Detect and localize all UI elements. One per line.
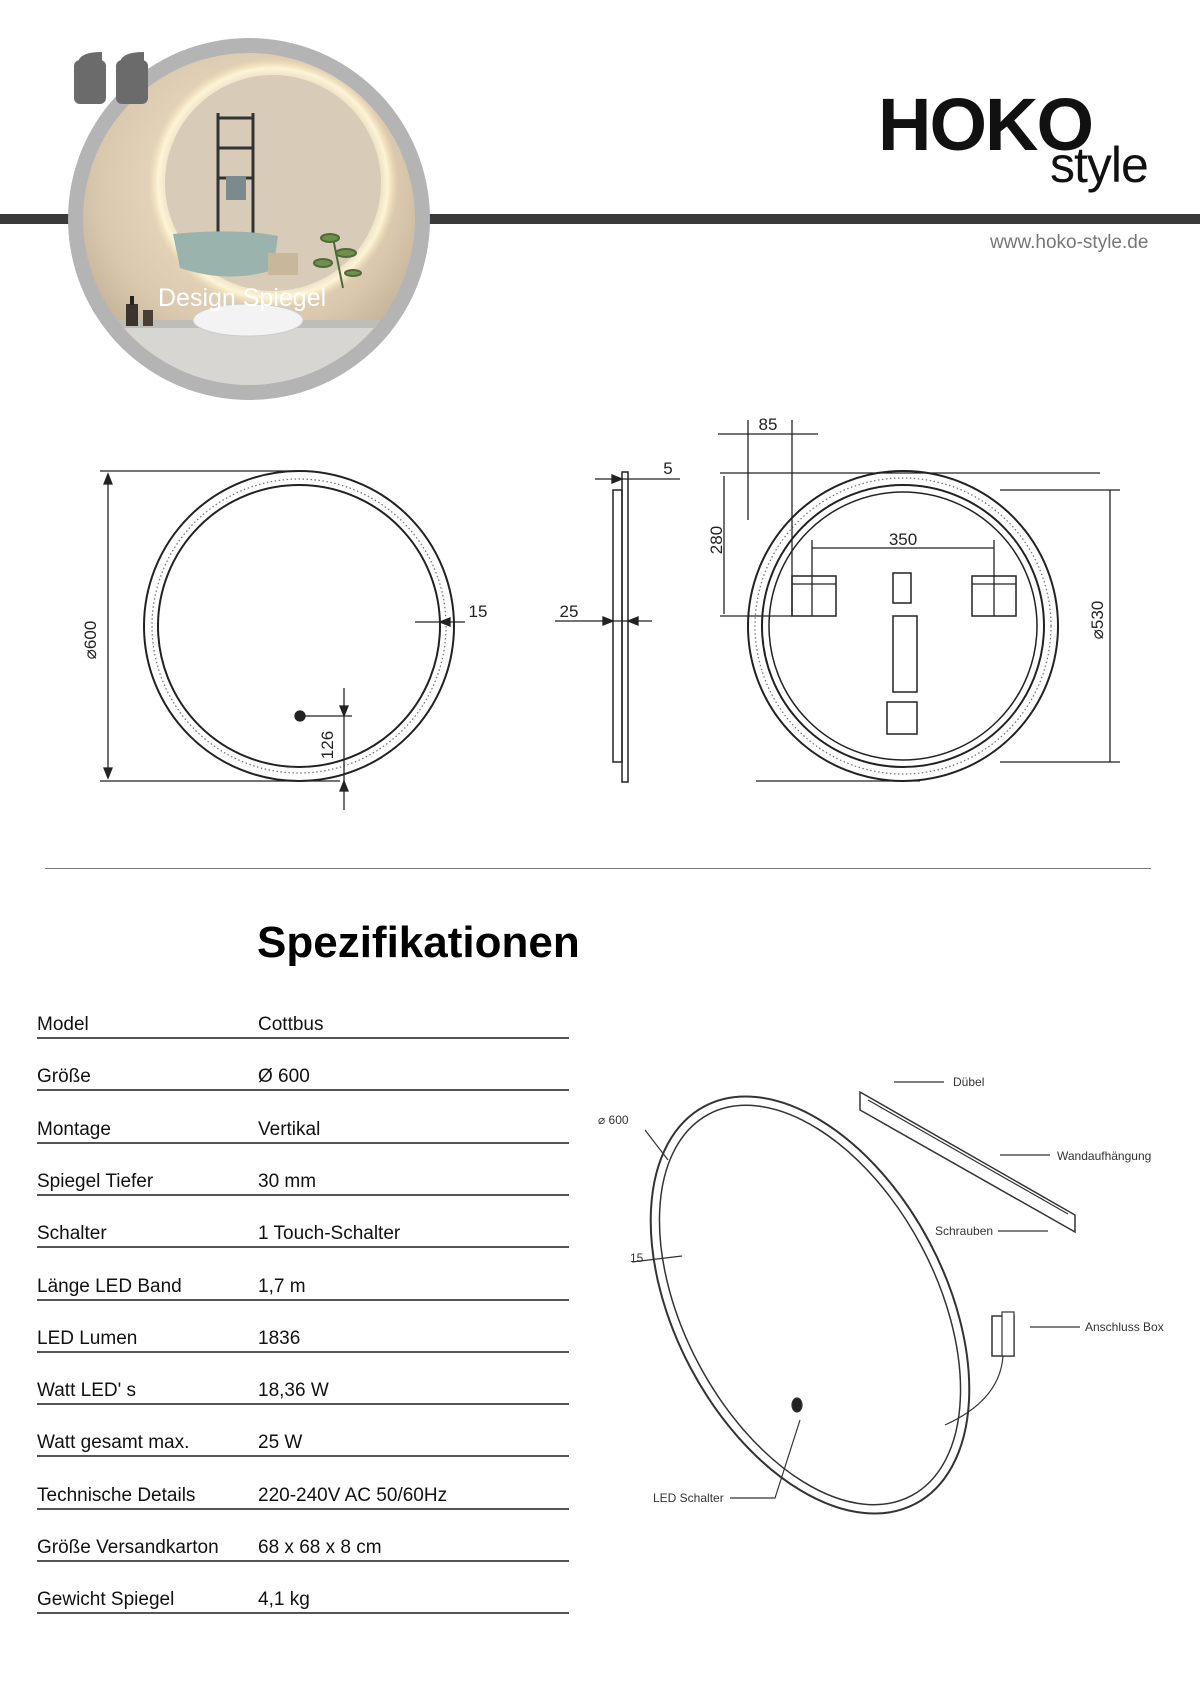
- screws-label: Schrauben: [935, 1224, 994, 1238]
- spec-value: 1,7 m: [258, 1275, 306, 1297]
- front-frame-label: 15: [468, 602, 488, 621]
- junction-box-label: Anschluss Box: [1085, 1320, 1164, 1334]
- spec-row: [37, 1353, 569, 1405]
- spec-label: Watt gesamt max.: [37, 1432, 190, 1454]
- back-height-label: 280: [707, 525, 726, 555]
- spec-row: [37, 1092, 569, 1144]
- spec-value: 4,1 kg: [258, 1589, 310, 1611]
- led-switch-label: LED Schalter: [653, 1491, 724, 1505]
- side-depth-label: 25: [559, 602, 579, 621]
- spec-value: Cottbus: [258, 1014, 324, 1035]
- photo-caption: Design Spiegel: [158, 284, 327, 312]
- spec-label: Größe: [37, 1066, 91, 1088]
- quote-icon: [72, 50, 152, 106]
- svg-text:⌀530: ⌀530: [1088, 600, 1107, 640]
- spec-value: 68 x 68 x 8 cm: [258, 1537, 382, 1558]
- spec-value: Ø 600: [258, 1066, 310, 1088]
- spec-label: Gewicht Spiegel: [37, 1589, 175, 1611]
- spec-row: [37, 1039, 569, 1091]
- spec-label: Montage: [37, 1118, 111, 1140]
- wall-mount-label: Wandaufhängung: [1057, 1149, 1152, 1163]
- specs-title: Spezifikationen: [257, 918, 580, 967]
- spec-label: Länge LED Band: [37, 1275, 182, 1297]
- spec-value: 1 Touch-Schalter: [258, 1223, 401, 1245]
- side-view: [555, 472, 680, 782]
- back-offset-label: 85: [758, 415, 778, 434]
- front-switch-label: 126: [318, 730, 337, 760]
- front-view: [100, 471, 465, 810]
- assembly-diameter-label: ⌀ 600: [598, 1113, 629, 1127]
- back-inner-diameter-label: 530: [1088, 600, 1107, 630]
- spec-label: LED Lumen: [37, 1327, 138, 1349]
- spec-row: [37, 1405, 569, 1457]
- front-diameter-label: 600: [81, 620, 100, 650]
- back-view: [718, 420, 1120, 781]
- spec-label: Model: [37, 1014, 89, 1035]
- header-bar-right: [420, 214, 1200, 224]
- spec-row: [37, 1458, 569, 1510]
- assembly-frame-label: 15: [630, 1251, 644, 1265]
- spec-value: 18,36 W: [258, 1380, 329, 1402]
- brand-subname: style: [1050, 137, 1148, 193]
- website-link[interactable]: www.hoko-style.de: [990, 232, 1149, 253]
- spec-row: [37, 1249, 569, 1301]
- spec-row: [37, 1144, 569, 1196]
- dowel-label: Dübel: [953, 1075, 985, 1089]
- spec-value: 25 W: [258, 1432, 303, 1454]
- spec-row: [37, 1510, 569, 1562]
- brand-name: HOKO: [878, 86, 1092, 166]
- spec-row: [37, 1562, 569, 1614]
- side-top-label: 5: [663, 459, 673, 478]
- spec-row: [37, 1196, 569, 1248]
- back-span-label: 350: [888, 530, 918, 549]
- spec-label: Schalter: [37, 1223, 107, 1245]
- spec-value: 220-240V AC 50/60Hz: [258, 1484, 448, 1506]
- section-divider: [45, 868, 1151, 869]
- svg-text:⌀600: ⌀600: [81, 620, 100, 660]
- spec-label: Spiegel Tiefer: [37, 1170, 154, 1192]
- spec-label: Größe Versandkarton: [37, 1537, 219, 1558]
- spec-label: Technische Details: [37, 1484, 196, 1506]
- spec-value: Vertikal: [258, 1118, 321, 1140]
- spec-value: 1836: [258, 1327, 301, 1349]
- spec-row: [37, 1301, 569, 1353]
- spec-label: Watt LED' s: [37, 1380, 136, 1402]
- technical-drawing: [0, 400, 1200, 830]
- spec-row: [37, 987, 569, 1039]
- spec-value: 30 mm: [258, 1170, 317, 1192]
- assembly-drawing: [590, 1060, 1190, 1520]
